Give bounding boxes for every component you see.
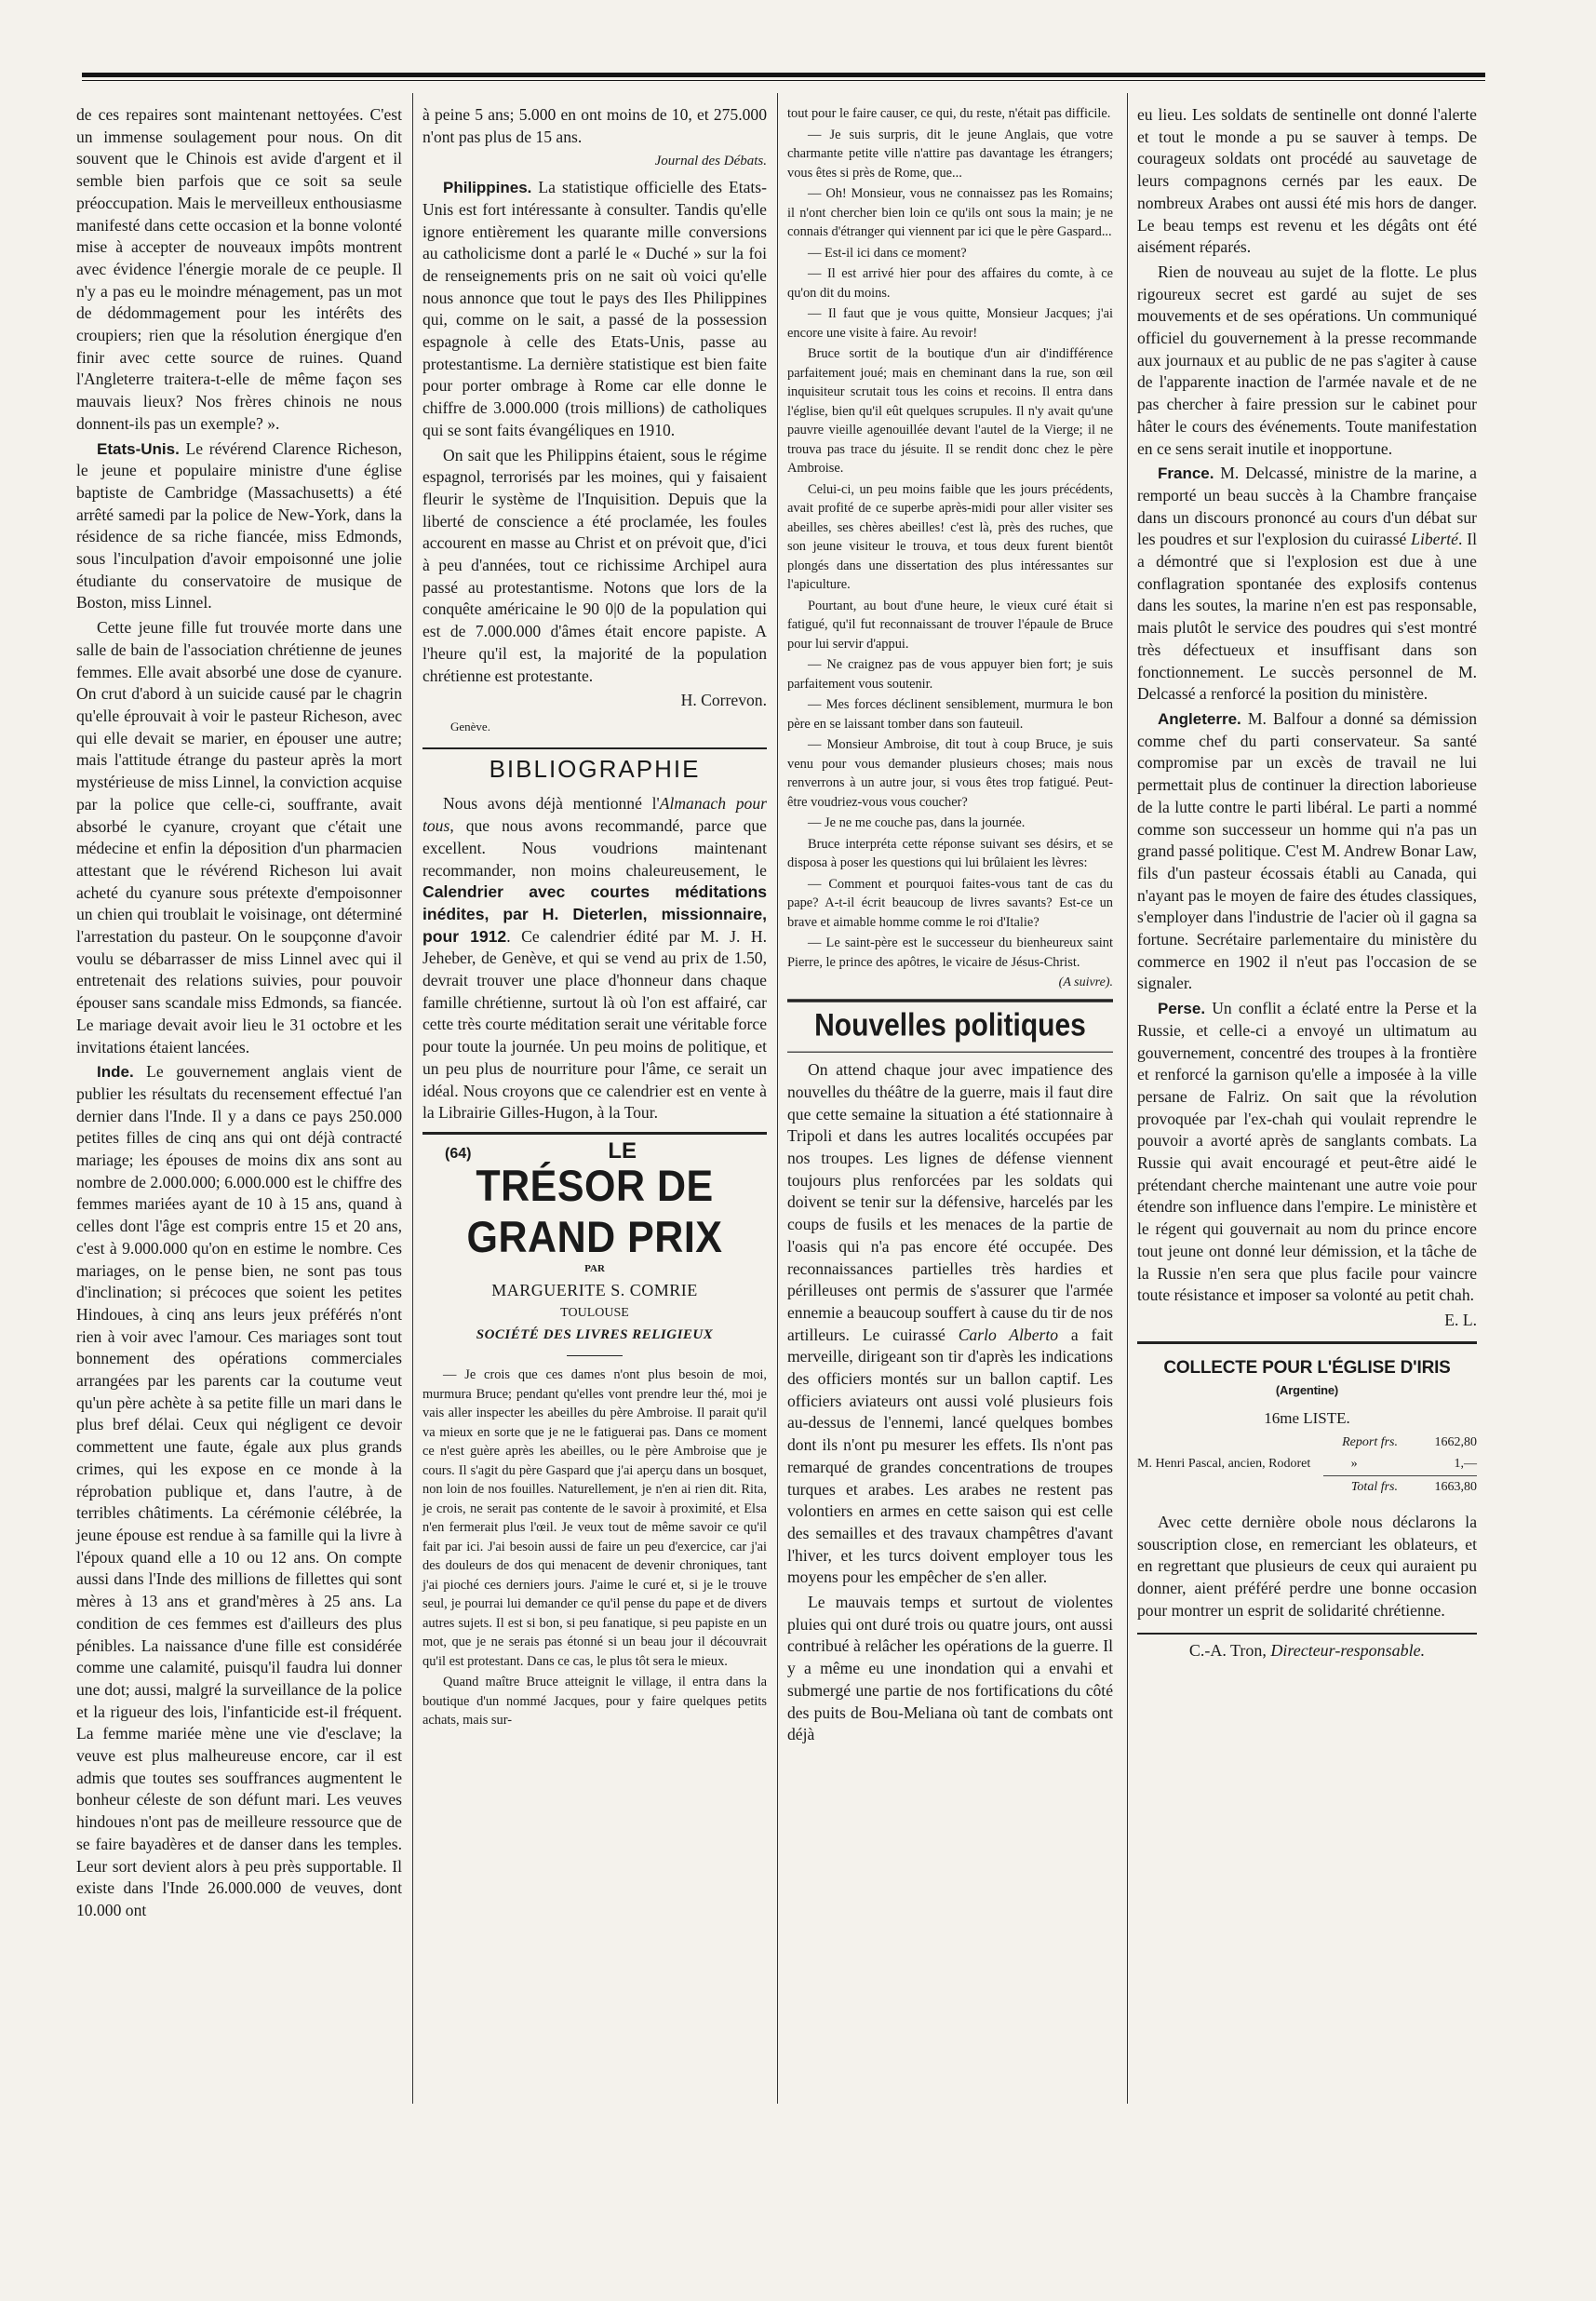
news-item-etats-unis: [76, 438, 402, 615]
paragraph: — Monsieur Ambroise, dit tout à coup Bruce, je suis venu pour vous demander plusieurs choses; mais nous renverrons à un autre jour, si vous êtes trop fatigué. Peut-être voudriez-vous vous coucher?: [787, 737, 1113, 810]
paragraph: Cette jeune fille fut trouvée morte dans une salle de bain de l'association chrétienne de jeunes femmes. Elle avait absorbé une dose de cyanure. On crut d'abord à un suicide causé par le chagrin qu'elle éprouvait à voir le pasteur Richeson, avec qui elle devait se marier, en épouser une autre; mais l'attitude étrange du pasteur après la mort mystérieuse de miss Linnel, la conviction acquise par la police que celle-ci, souffrante, avait absorbé le cyanure, croyant que c'était une médecine et enfin la déposition d'un pharmacien attestant que le révérend Richeson lui avait acheté du cyanure sous prétexte d'empoisonner un chien qui troublait le voisinage, ont déterminé l'arrestation du pasteur. On le soupçonne d'avoir voulu se débarrasser de miss Linnel avec qui il entretenait des relations suivies, pour pouvoir épouser sans scandale miss Edmonds, sa fiancée. Le mariage devait avoir lieu le 31 octobre et les invitations étaient lancées.: [76, 618, 402, 1056]
divider: [422, 747, 767, 749]
text-span: , que nous avons recommandé, parce que excellent. Nous voudrions maintenant recommander, non moins chaleureusement, le: [422, 816, 767, 880]
section-lead: Angleterre.: [1158, 709, 1241, 728]
feuilleton-title: TRÉSOR DE GRAND PRIX: [466, 1161, 723, 1262]
paragraph: Le mauvais temps et surtout de violentes pluies qui ont duré trois ou quatre jours, ont aussi contribué à relâcher les opérations de la guerre. Il y a même eu une inondation qui a envahi et submergé une partie de nos fortifications du côté des puits de Bou-Meliana où tant de combats ont déjà: [787, 1593, 1113, 1744]
paragraph: Avec cette dernière obole nous déclarons la souscription close, en remerciant les oblateurs, et en regrettant que plusieurs de ceux qui auraient pu donner, aient préféré perdre une bonne occasion pour montrer un esprit de solidarité chrétienne.: [1137, 1512, 1477, 1620]
paragraph: — Est-il ici dans ce moment?: [808, 245, 967, 261]
text-span: M. Delcassé, ministre de la marine, a remporté un beau succès à la Chambre française dans un discours prononcé au cours d'un débat sur les poudres et sur l'explosion du cuirassé: [1137, 464, 1477, 549]
paragraph-text: M. Balfour a donné sa démission comme chef du parti conservateur. Sa santé compromise par un excès de travail ne lui permettait plus de continuer la direction laborieuse de la lutte contre le parti libéral. Le parti a nommé comme son successeur un homme qui n'a pas un grand passé politique. C'est M. Andrew Bonar Law, fils d'un pasteur écossais établi au Canada, qui n'ayant pas le moyen de faire des études classiques, s'employer dans l'industrie de l'acier où il gagna sa fortune. Secrétaire parlementaire du ministère du commerce en 1902 il n'eut pas l'occasion de se signaler.: [1137, 708, 1477, 993]
text-span: a fait merveille, dirigeant son tir d'après les indications des officiers montés sur un ballon captif. Les officiers aviateurs ont aussi volé plusieurs fois au-dessus de l'ennemi, lancé quelques bombes dont ils n'ont pu mesurer les effets. Ils n'ont pas remarqué de grandes concentrations de troupes turques et arabes. Les arabes ne restent pas volontiers en armes en cette saison qui est celle des semailles et des travaux champêtres d'avant l'hiver, et les turcs doivent employer tous les moyens pour les empêcher de s'en aller.: [787, 1325, 1113, 1587]
text-span: . Il a démontré que si l'explosion est due à une conflagration spontanée des explosifs contenus dans les soutes, la marine n'en est pas responsable, mais plutôt le service des poudres qui s'est montré très défectueux et insuffisant dans son fonctionnement. Le succès personnel de M. Delcassé a renforcé la position du ministère.: [1137, 530, 1478, 704]
collecte-title: [1137, 1357, 1477, 1402]
editor-role: Directeur-responsable.: [1270, 1641, 1426, 1661]
paragraph-text: Un conflit a éclaté entre la Perse et la Russie, et celle-ci a envoyé un ultimatum au gouvernement, concentré des troupes à la frontière et renforcé la garnison qu'elle a imposée à la ville persane de Falriz. On sait que la révolution provoquée par l'ex-chah qui voulait reprendre le pouvoir a avorté après de sanglants combats. La Russie qui avait encouragé et peut-être aidé le prétendant cherche maintenant une autre voie pour étendre son influence dans l'empire. Le ministère et le régent qui gouvernait au nom du prince encore tout jeune ont donné leur démission, et la tâche de la Russie n'en sera que plus facile pour vaincre toute résistance et imposer sa volonté au petit chah.: [1137, 999, 1477, 1305]
news-item-perse: [1137, 998, 1477, 1307]
news-item-angleterre: [1137, 708, 1477, 995]
collecte-list-number: 16me LISTE.: [1264, 1409, 1350, 1428]
total-amount: 1663,80: [1434, 1480, 1477, 1495]
donor-name: M. Henri Pascal, ancien, Rodoret: [1137, 1457, 1311, 1472]
signature: H. Correvon.: [680, 691, 767, 710]
feuilleton-publisher: SOCIÉTÉ DES LIVRES RELIGIEUX: [476, 1326, 714, 1342]
paragraph: — Mes forces déclinent sensiblement, murmura le bon père en se laissant tomber dans son fauteuil.: [787, 697, 1113, 732]
bibliography-paragraph: [422, 793, 767, 1124]
ship-name: Carlo Alberto: [958, 1325, 1059, 1344]
feuilleton-text: [422, 1366, 767, 1730]
column-2: [422, 104, 767, 1732]
top-rule: [82, 73, 1485, 77]
section-lead: Philippines.: [443, 179, 532, 197]
column-4: [1137, 104, 1477, 1662]
paragraph: — Je crois que ces dames n'ont plus besoin de moi, murmura Bruce; pendant qu'elles vont prendre leur thé, moi je vais aller inspecter les abeilles du père Ambroise. Il parait qu'il va mieux en sorte que je ne le fatiguerai pas. Dans ce moment ce n'est guère après les abeilles, ou le père Ambroise que je cours. Il s'agit du père Gaspard que j'ai aperçu dans un bosquet, non loin de nos fouilles. Naturellement, je n'en ai rien dit. Rita, je crois, ne serait pas contente de le savoir à proximité, et Elsa n'en fermerait plus l'œil. Je veux tout de même savoir ce qu'il fait par ici. J'ai besoin aussi de faire un peu d'exercice, car j'ai des douleurs de dos qui menacent de devenir chroniques, tant j'ai pioché ces derniers jours. J'aime le curé et, si je le trouve seul, je pourrai lui demander ce qu'il pense du pape et de divers autres sujets. Il est si bon, si peu fanatique, si peu papiste en un mot, que je ne serais pas étonné si un beau jour il découvrait qu'il est protestant. Dans ce cas, le plus tôt sera le mieux.: [422, 1367, 767, 1669]
editor-credit: [1137, 1633, 1477, 1662]
to-be-continued: (A suivre).: [1058, 976, 1113, 989]
collecte-total-row: [1323, 1475, 1477, 1499]
paragraph: tout pour le faire causer, ce qui, du reste, n'était pas difficile.: [787, 106, 1111, 121]
section-lead: Inde.: [97, 1063, 134, 1082]
paragraph: à peine 5 ans; 5.000 en ont moins de 10, et 275.000 n'ont pas plus de 15 ans.: [422, 105, 767, 146]
text-span: . Ce calendrier édité par M. J. H. Jeheber, de Genève, et qui se vend au prix de 1.50, devrait trouver une place d'honneur dans chaque famille chrétienne, surtout là où l'on est affairé, car cette très courte méditation serait une véritable force pour toute la journée. Un peu moins de politique, et un peu plus de nourriture pour l'âme, ce serait un idéal. Nous croyons que ce calendrier est en vente à la Librairie Gilles-Hugon, à la Tour.: [422, 926, 767, 1123]
text-span: On attend chaque jour avec impatience des nouvelles du théâtre de la guerre, mais il faut dire que cette semaine la situation a été stationnaire à Tripoli et dans les autres localités occupées par nos troupes. Les lignes de défense viennent toujours plus renforcées par les soldats qui doivent se tenir sur la défensive, harcelés par les coups de fusils et les menaces de la partie de l'oasis qui n'a pas encore été occupée. Des reconnaissances partielles très hardies et périlleuses ont permis de s'assurer que l'armée ennemie a beaucoup souffert à cause du tir de nos artilleurs. Le cuirassé: [787, 1060, 1113, 1344]
paragraph: — Je ne me couche pas, dans la journée.: [808, 815, 1026, 830]
paragraph: — Il est arrivé hier pour des affaires du comte, à ce qu'on dit du moins.: [787, 266, 1113, 301]
divider: [567, 1355, 623, 1356]
paragraph: [787, 1059, 1113, 1589]
ship-name: Liberté: [1411, 530, 1458, 549]
paragraph-text: Le gouvernement anglais vient de publier les résultats du recensement effectué l'an dernier dans l'Inde. Il y a dans ce pays 250.000 petites filles de cinq ans qui ont déjà contracté mariage; les épouses de moins dix ans sont au nombre de 2.000.000; 6.000.000 est le chiffre des femmes mariées ayant de 10 à 15 ans, quand à celles dont l'âge est compris entre 15 et 20 ans, c'est à 9.000.000 qu'on en estime le nombre. Ces mariages, on le pense bien, ne sont pas tous d'inclination; si précoces que soient les petites Hindoues, à cinq ans leurs jeux préférés n'ont rien à voir avec l'amour. Ces mariages sont tout bonnement des opérations commerciales arrangées par les parents car la coutume veut qu'un père achète à sa petite fille un mari dans le plus bref délai. Ceux qui négligent ce devoir commettent une faute, égale aux plus grands crimes, qui les expose en ce monde à la réprobation publique et, dans l'autre, à de terribles châtiments. La cérémonie célébrée, la jeune épouse est rendue à sa famille qui la livre à l'époux quand elle a 10 ou 12 ans. On compte aussi dans l'Inde des millions de fillettes qui sont mères à 13 ans et grand'mères à 25 ans. La condition de ces femmes est d'ailleurs des plus pénibles. La naissance d'une fille est considérée comme une calamité, puisqu'il faudra lui donner une dot; aussi, malgré la surveillance de la police et la rigueur des lois, l'infanticide est-il fréquent. La femme mariée mène une vie d'esclave; la veuve est plus malheureuse encore, car il est admis que toutes ses souffrances augmentent le bonheur céleste de son défunt mari. Les veuves hindoues n'ont pas de meilleure ressource que de se faire bayadères et de danser dans les temples. Leur sort devient alors à peu près supportable. Il existe dans l'Inde 26.000.000 de veuves, dont 10.000 ont: [76, 1062, 402, 1919]
italic-title: Almanach pour tous: [422, 794, 767, 836]
news-item-philippines: [422, 177, 767, 441]
collecte-donor-row: [1137, 1453, 1477, 1475]
collecte-title-country: (Argentine): [1275, 1383, 1339, 1398]
paragraph: Rien de nouveau au sujet de la flotte. Le plus rigoureux secret est gardé au sujet de ses mouvements et de ses opérations. Un communiqué officiel du gouvernement à la presse recommande aux journaux et au public de ne pas s'agiter à cause de l'apparente inaction de l'armée navale et de ne pas chercher à faire pression sur le cabinet pour hâter le cours des événements. Toute manifestation en ce sens serait inutile et inopportune.: [1137, 262, 1477, 458]
feuilleton-author: MARGUERITE S. COMRIE: [491, 1281, 698, 1300]
section-lead: Etats-Unis.: [97, 439, 180, 458]
section-lead: Perse.: [1158, 1000, 1206, 1018]
paragraph: On sait que les Philippins étaient, sous le régime espagnol, terrorisés par les moines, qui y faisaient fleurir le système de l'Inquisition. Depuis que la liberté de conscience a été proclamée, les foules accourent en masse au Christ et on prévoit que, d'ici à peu d'années, tout ce richissime Archipel aura passé au protestantisme. Notons que lors de la conquête américaine le 90 0|0 de la population qui est de 7.000.000 d'âmes était encore papiste. A l'heure qu'il est, la majorité de la population chrétienne est protestante.: [422, 445, 767, 685]
column-1: [76, 104, 402, 1925]
signature: E. L.: [1444, 1310, 1477, 1329]
text-span: Nous avons déjà mentionné l': [443, 794, 660, 814]
paragraph: Celui-ci, un peu moins faible que les jours précédents, avait profité de ce superbe après-midi pour aller visiter ses abeilles, ses chères abeilles! c'est là, près des ruches, que son jeune visiteur le trouva, et tous deux furent bientôt plongés dans une dissertation des plus intéressantes sur l'apiculture.: [787, 481, 1113, 592]
bold-title: Calendrier avec courtes méditations inédites, par H. Dieterlen, missionnaire, pour 1912: [422, 882, 767, 946]
paragraph: eu lieu. Les soldats de sentinelle ont donné l'alerte et tout le monde a pu se sauver à temps. De courageux soldats ont procédé au sauvetage de leurs compagnons cernés par les eaux. De nombreux Arabes ont aussi été mis hors de danger. Le beau temps est revenu et les dégâts ont été aisément réparés.: [1137, 105, 1477, 257]
feuilleton-continuation: [787, 104, 1113, 993]
section-heading-bibliographie: BIBLIOGRAPHIE: [489, 754, 701, 783]
news-item-inde: [76, 1061, 402, 1921]
feuilleton: [422, 1132, 767, 1730]
source-credit: Journal des Débats.: [654, 154, 767, 169]
column-separator: [1127, 93, 1128, 2104]
paragraph: Bruce sortit de la boutique d'un air d'indifférence parfaitement joué; mais en cheminant dans la rue, son œil inquisiteur scrutait tous les coins et recoins. Il entra dans l'église, bien qu'il eût quelques scrupules. Il n'y avait qu'une pauvre vieille agenouillée devant l'autel de la Vierge; il ne trouva pas trace du jésuite. Il se rendit donc chez le père Ambroise.: [787, 346, 1113, 476]
donor-amount: 1,—: [1454, 1457, 1477, 1472]
report-label: Report frs.: [1342, 1434, 1398, 1449]
paragraph: — Il faut que je vous quitte, Monsieur Jacques; j'ai encore une visite à faire. Au revoir!: [787, 306, 1113, 341]
feuilleton-par: PAR: [584, 1262, 605, 1274]
paragraph: — Oh! Monsieur, vous ne connaissez pas les Romains; il n'ont chercher bien loin ce qu'ils ont sous la main; je ne connais d'étranger qui viennent par ici que le père Gaspard...: [787, 186, 1113, 239]
collecte-title-text: COLLECTE POUR L'ÉGLISE D'IRIS: [1163, 1357, 1451, 1378]
column-3: [787, 104, 1113, 1749]
place: Genève.: [450, 719, 490, 733]
paragraph: Quand maître Bruce atteignit le village, il entra dans la boutique d'un nommé Jacques, pour y faire quelques petits achats, mais sur-: [422, 1675, 767, 1729]
section-lead: France.: [1158, 464, 1214, 483]
paragraph: Bruce interpréta cette réponse suivant ses désirs, et se disposa à poser les questions qui lui brûlaient les lèvres:: [787, 836, 1113, 870]
ditto-mark: »: [1350, 1457, 1358, 1472]
total-label: Total frs.: [1350, 1480, 1398, 1495]
feuilleton-city: TOULOUSE: [560, 1306, 629, 1321]
section-heading-nouvelles-politiques: Nouvelles politiques: [787, 999, 1113, 1052]
paragraph: — Le saint-père est le successeur du bienheureux saint Pierre, le prince des apôtres, le vicaire de Jésus-Christ.: [787, 935, 1113, 970]
top-rule-thin: [82, 80, 1485, 81]
paragraph: — Ne craignez pas de vous appuyer bien fort; je suis parfaitement vous soutenir.: [787, 657, 1113, 692]
column-separator: [412, 93, 413, 2104]
paragraph-text: Le révérend Clarence Richeson, le jeune et populaire ministre d'une église baptiste de Cambridge (Massachusetts) a été arrêté samedi par la police de New-York, dans la résidence de sa riche fiancée, miss Edmonds, sous l'inculpation d'avoir empoisonné une jolie étudiante du conservatoire de musique de Boston, miss Linnel.: [76, 438, 402, 612]
news-item-france: [1137, 463, 1477, 706]
feuilleton-article: LE: [608, 1137, 637, 1164]
paragraph-text: La statistique officielle des Etats-Unis est fort intéressante à consulter. Tandis qu'elle ignore entièrement les quarante mille conversions au catholicisme dont a parlé le « Duché » sur la foi de renseignements pris on ne sait où voici qu'elle nous annonce que tout le pays des Iles Philippines qui, comme on le sait, a passé de la possession espagnole à celle des Etats-Unis, passe au protestantisme. La dernière statistique est bien faite pour porter ombrage à Rome car elle donne le chiffre de 3.000.000 (trois millions) de catholiques qui se sont faits évangéliques en 1910.: [422, 178, 767, 439]
feuilleton-number: (64): [445, 1145, 472, 1162]
collecte-box: [1137, 1341, 1477, 1499]
editor-name: C.-A. Tron,: [1188, 1641, 1267, 1661]
collecte-report-row: [1137, 1432, 1477, 1454]
report-amount: 1662,80: [1434, 1434, 1477, 1449]
paragraph: de ces repaires sont maintenant nettoyées. C'est un immense soulagement pour nous. On dit souvent que le Chinois est avide d'argent et il semble bien parfois que ce soit sa seule préoccupation. Mais le merveilleux enthousiasme manifesté dans cette occasion et la bonne volonté mise à accepter de nouveaux impôts montrent avec évidence l'énergie morale de ce peuple. Il n'y a pas eu le moindre ménagement, pas un mot de dédommagement pour les intérêts des croupiers; rien que la résolution énergique d'en finir avec cette source de ruines. Quand l'Angleterre traitera-t-elle de même façon ses mauvais lieux? Nos frères chinois ne nous donnent-ils pas un exemple? ».: [76, 105, 402, 433]
paragraph: — Comment et pourquoi faites-vous tant de cas du pape? A-t-il écrit beaucoup de livres savants? Est-ce un brave et aimable homme comme le roi d'Italie?: [787, 876, 1113, 930]
column-separator: [777, 93, 778, 2104]
paragraph: Pourtant, au bout d'une heure, le vieux curé était si fatigué, qu'il fut reconnaissant de trouver l'épaule de Bruce pour lui servir d'appui.: [787, 598, 1113, 652]
paragraph: — Je suis surpris, dit le jeune Anglais, que votre charmante petite ville n'attire pas davantage les étrangers; vous êtes si près de Rome, que...: [787, 127, 1113, 181]
